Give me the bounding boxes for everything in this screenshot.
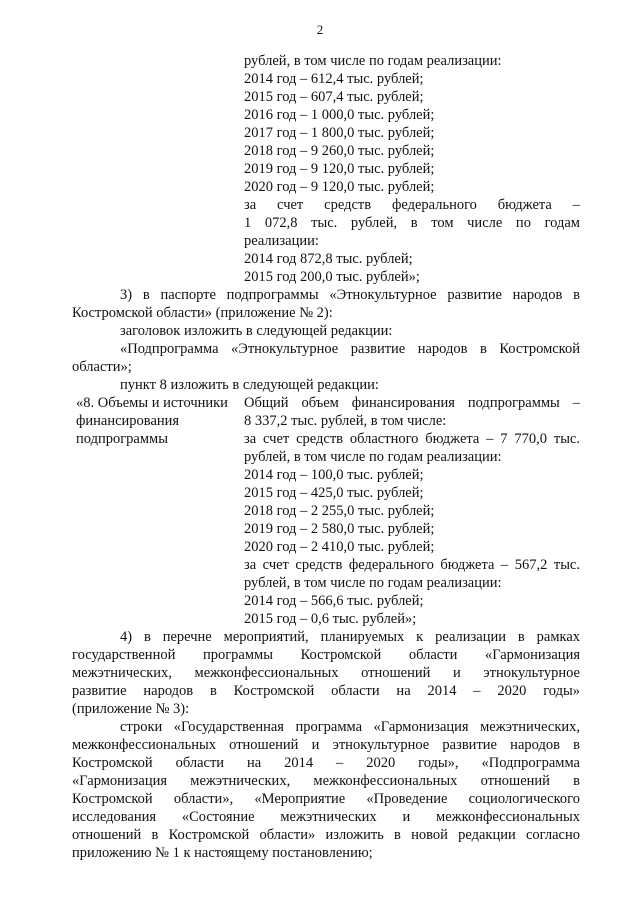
table-right-line: Общий объем финансирования подпрограммы –	[244, 395, 580, 411]
table-left-cell: финансирования	[76, 413, 180, 429]
text-line: реализации:	[244, 233, 319, 249]
table-right-line: за счет средств областного бюджета – 7 770,0 тыс.	[244, 431, 580, 447]
table-right-line: 2018 год – 2 255,0 тыс. рублей;	[244, 503, 435, 519]
table-right-line: 2020 год – 2 410,0 тыс. рублей;	[244, 539, 435, 555]
table-left-cell: «8. Объемы и источники	[76, 395, 228, 411]
table-right-line: рублей, в том числе по годам реализации:	[244, 449, 502, 465]
text-line: Костромской области» (приложение № 2):	[72, 305, 333, 321]
text-line: межконфессиональных отношений и этнокультурное развитие народов в	[72, 737, 580, 753]
table-right-line: 2015 год – 425,0 тыс. рублей;	[244, 485, 424, 501]
text-line: (приложение № 3):	[72, 701, 190, 717]
table-right-line: 2019 год – 2 580,0 тыс. рублей;	[244, 521, 435, 537]
text-line: 2019 год – 9 120,0 тыс. рублей;	[244, 161, 435, 177]
text-line: отношений в Костромской области» изложить в новой редакции согласно	[72, 827, 580, 843]
table-right-line: 2014 год – 566,6 тыс. рублей;	[244, 593, 424, 609]
text-line: 2018 год – 9 260,0 тыс. рублей;	[244, 143, 435, 159]
text-line: 2017 год – 1 800,0 тыс. рублей;	[244, 125, 435, 141]
table-right-line: за счет средств федерального бюджета – 567,2 тыс.	[244, 557, 580, 573]
text-line: межэтнических, межконфессиональных отношений и этнокультурное	[72, 665, 580, 681]
table-right-line: 8 337,2 тыс. рублей, в том числе:	[244, 413, 447, 429]
text-line: заголовок изложить в следующей редакции:	[120, 323, 393, 339]
text-line: 2014 год – 612,4 тыс. рублей;	[244, 71, 424, 87]
text-line: исследования «Состояние межэтнических и межконфессиональных	[72, 809, 580, 825]
text-line: Костромской области», «Мероприятие «Проведение социологического	[72, 791, 580, 807]
table-right-line: рублей, в том числе по годам реализации:	[244, 575, 502, 591]
text-line: пункт 8 изложить в следующей редакции:	[120, 377, 379, 393]
text-line: 3) в паспорте подпрограммы «Этнокультурное развитие народов в	[120, 287, 580, 303]
text-line: строки «Государственная программа «Гармонизация межэтнических,	[120, 719, 580, 735]
text-line: за счет средств федерального бюджета –	[244, 197, 580, 213]
text-line: 2015 год 200,0 тыс. рублей»;	[244, 269, 420, 285]
text-line: 4) в перечне мероприятий, планируемых к реализации в рамках	[120, 629, 580, 645]
table-right-line: 2014 год – 100,0 тыс. рублей;	[244, 467, 424, 483]
text-line: развитие народов в Костромской области на 2014 – 2020 годы»	[72, 683, 580, 699]
text-line: «Подпрограмма «Этнокультурное развитие народов в Костромской	[120, 341, 580, 357]
text-line: Костромской области на 2014 – 2020 годы», «Подпрограмма	[72, 755, 580, 771]
text-line: государственной программы Костромской области «Гармонизация	[72, 647, 580, 663]
page-number: 2	[316, 22, 324, 37]
text-line: 2020 год – 9 120,0 тыс. рублей;	[244, 179, 435, 195]
text-line: «Гармонизация межэтнических, межконфессиональных отношений в	[72, 773, 580, 789]
text-line: 2016 год – 1 000,0 тыс. рублей;	[244, 107, 435, 123]
text-line: рублей, в том числе по годам реализации:	[244, 53, 502, 69]
text-line: области»;	[72, 359, 132, 375]
text-line: 2015 год – 607,4 тыс. рублей;	[244, 89, 424, 105]
table-right-line: 2015 год – 0,6 тыс. рублей»;	[244, 611, 417, 627]
text-line: 2014 год 872,8 тыс. рублей;	[244, 251, 413, 267]
text-line: приложению № 1 к настоящему постановлению;	[72, 845, 373, 861]
text-line: 1 072,8 тыс. рублей, в том числе по годам	[244, 215, 580, 231]
table-left-cell: подпрограммы	[76, 431, 168, 447]
